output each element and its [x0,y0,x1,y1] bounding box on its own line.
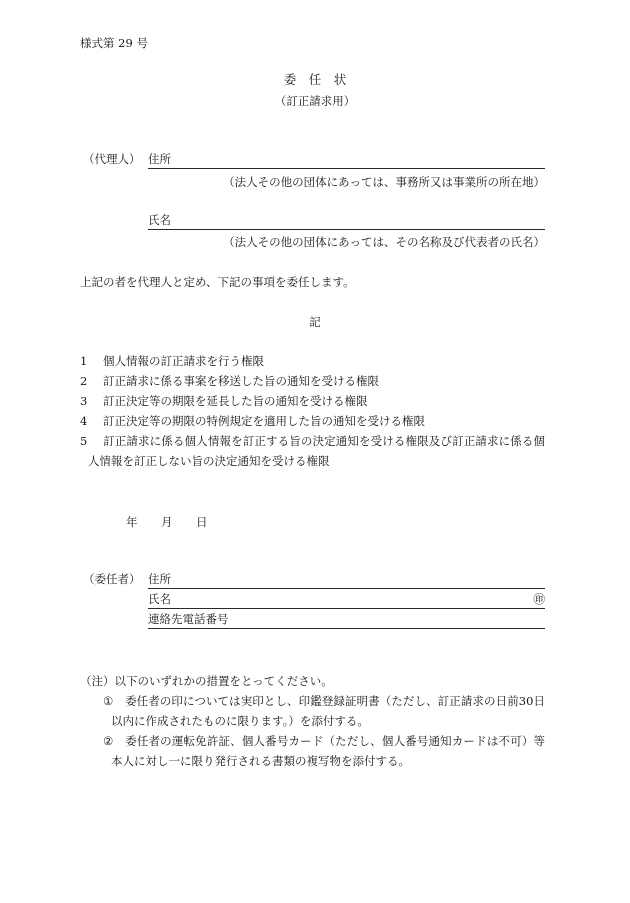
principal-name-label: 氏名 [148,592,171,606]
delegation-statement: 上記の者を代理人と定め、下記の事項を委任します。 [80,275,355,289]
date-row [126,512,208,532]
authority-list [80,351,545,471]
note-item-2 [103,731,545,771]
ki-heading: 記 [309,315,321,329]
form-number: 様式第 29 号 [80,36,148,50]
principal-address-line [148,571,545,589]
item-text: 訂正決定等の期限を延長した旨の通知を受ける権限 [103,394,368,408]
item-number: 1 [80,354,88,368]
agent-address-label: 住所 [148,152,171,166]
authority-item-3 [80,391,545,411]
seal-mark: ㊞ [533,592,545,606]
note-label: （注） [80,674,115,688]
principal-phone-label: 連絡先電話番号 [148,612,229,626]
item-number: 3 [80,394,88,408]
agent-name-line [148,212,545,230]
principal-name-line [148,591,545,609]
principal-address-label: 住所 [148,572,171,586]
item-number: 2 [80,374,88,388]
document-subtitle: （訂正請求用） [274,94,356,108]
note-marker: ② [103,734,114,748]
item-text: 個人情報の訂正請求を行う権限 [103,354,264,368]
authority-item-5 [80,431,545,471]
notes-block [80,671,545,771]
item-text: 訂正請求に係る事案を移送した旨の通知を受ける権限 [103,374,379,388]
document-title: 委 任 状 [283,72,347,87]
agent-address-note: （法人その他の団体にあっては、事務所又は事業所の所在地） [223,175,545,189]
note-item-1 [103,691,545,731]
agent-name-note: （法人その他の団体にあっては、その名称及び代表者の氏名） [223,235,545,249]
authority-item-2 [80,371,545,391]
note-header [80,671,545,691]
principal-phone-line [148,611,545,629]
note-intro: 以下のいずれかの措置をとってください。 [114,674,333,688]
day-label: 日 [196,515,208,529]
note-text: 委任者の印については実印とし、印鑑登録証明書（ただし、訂正請求の日前30日以内に作成されたものに限ります。）を添付する。 [111,694,545,728]
month-label: 月 [161,515,173,529]
item-number: 5 [80,434,88,448]
principal-role-label: （委任者） [83,572,141,586]
authority-item-4 [80,411,545,431]
agent-role-label: （代理人） [83,152,141,166]
year-label: 年 [126,515,138,529]
note-marker: ① [103,694,114,708]
item-text: 訂正請求に係る個人情報を訂正する旨の決定通知を受ける権限及び訂正請求に係る個人情報を訂正しない旨の決定通知を受ける権限 [88,434,545,468]
item-number: 4 [80,414,88,428]
note-text: 委任者の運転免許証、個人番号カード（ただし、個人番号通知カードは不可）等本人に対し一に限り発行される書類の複写物を添付する。 [111,734,545,768]
authority-item-1 [80,351,545,371]
agent-address-line [148,151,545,169]
item-text: 訂正決定等の期限の特例規定を適用した旨の通知を受ける権限 [103,414,425,428]
agent-name-label: 氏名 [148,213,171,227]
